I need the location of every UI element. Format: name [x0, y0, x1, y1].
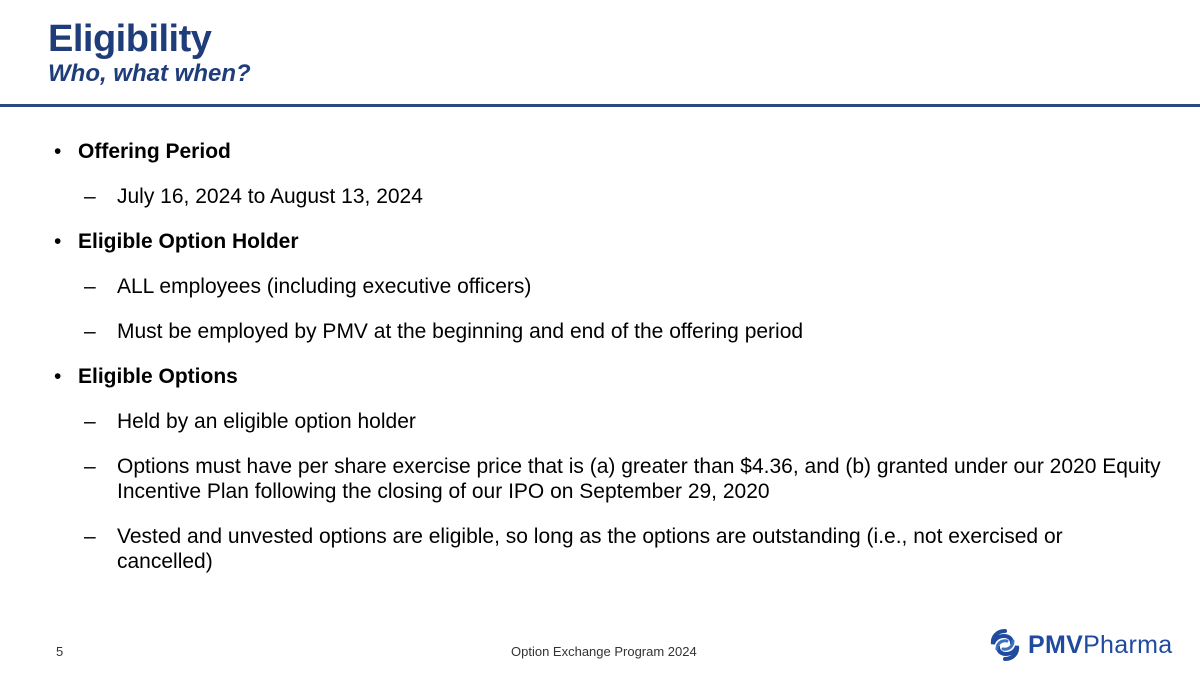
- sub-bullet: [54, 454, 1164, 504]
- sub-bullet: [54, 319, 1164, 344]
- company-logo: [988, 628, 1172, 662]
- bullet-icon: •: [54, 140, 62, 163]
- sub-bullet: [54, 274, 1164, 299]
- sub-bullet-text: Vested and unvested options are eligible, so long as the options are outstanding (i.e., not exercised or cancelled): [117, 525, 1063, 573]
- sub-bullet-text: July 16, 2024 to August 13, 2024: [117, 185, 423, 208]
- page-number: 5: [56, 644, 64, 659]
- logo-text-bold: PMV: [1028, 630, 1084, 659]
- logo-wordmark: [1028, 631, 1172, 660]
- bullet-icon: •: [54, 365, 62, 388]
- bullet-eligible-option-holder: [54, 229, 1164, 254]
- sub-bullet: [54, 524, 1164, 574]
- logo-mark-icon: [988, 628, 1022, 662]
- bullet-offering-period: [54, 139, 1164, 164]
- slide-subtitle: Who, what when?: [48, 60, 251, 87]
- dash-icon: –: [84, 410, 96, 433]
- slide-header: [48, 18, 251, 88]
- logo-text-regular: Pharma: [1083, 630, 1173, 659]
- sub-bullet-text: ALL employees (including executive officers): [117, 275, 532, 298]
- dash-icon: –: [84, 455, 96, 478]
- sub-bullet-text: Must be employed by PMV at the beginning and end of the offering period: [117, 320, 804, 343]
- bullet-icon: •: [54, 230, 62, 253]
- sub-bullet-text: Options must have per share exercise price that is (a) greater than $4.36, and (b) granted under our 2020 Equity Incentive Plan following the closing of our IPO on September 29, 2020: [117, 455, 1161, 503]
- bullet-text: Offering Period: [78, 140, 231, 163]
- dash-icon: –: [84, 275, 96, 298]
- sub-bullet-text: Held by an eligible option holder: [117, 410, 416, 433]
- dash-icon: –: [84, 525, 96, 548]
- sub-bullet: [54, 184, 1164, 209]
- slide-title: Eligibility: [48, 18, 212, 60]
- slide-body: [54, 139, 1164, 594]
- header-divider: [0, 104, 1200, 107]
- footer-program-title: Option Exchange Program 2024: [511, 644, 697, 659]
- sub-bullet: [54, 409, 1164, 434]
- bullet-text: Eligible Options: [78, 365, 238, 388]
- bullet-eligible-options: [54, 364, 1164, 389]
- bullet-text: Eligible Option Holder: [78, 230, 299, 253]
- dash-icon: –: [84, 320, 96, 343]
- dash-icon: –: [84, 185, 96, 208]
